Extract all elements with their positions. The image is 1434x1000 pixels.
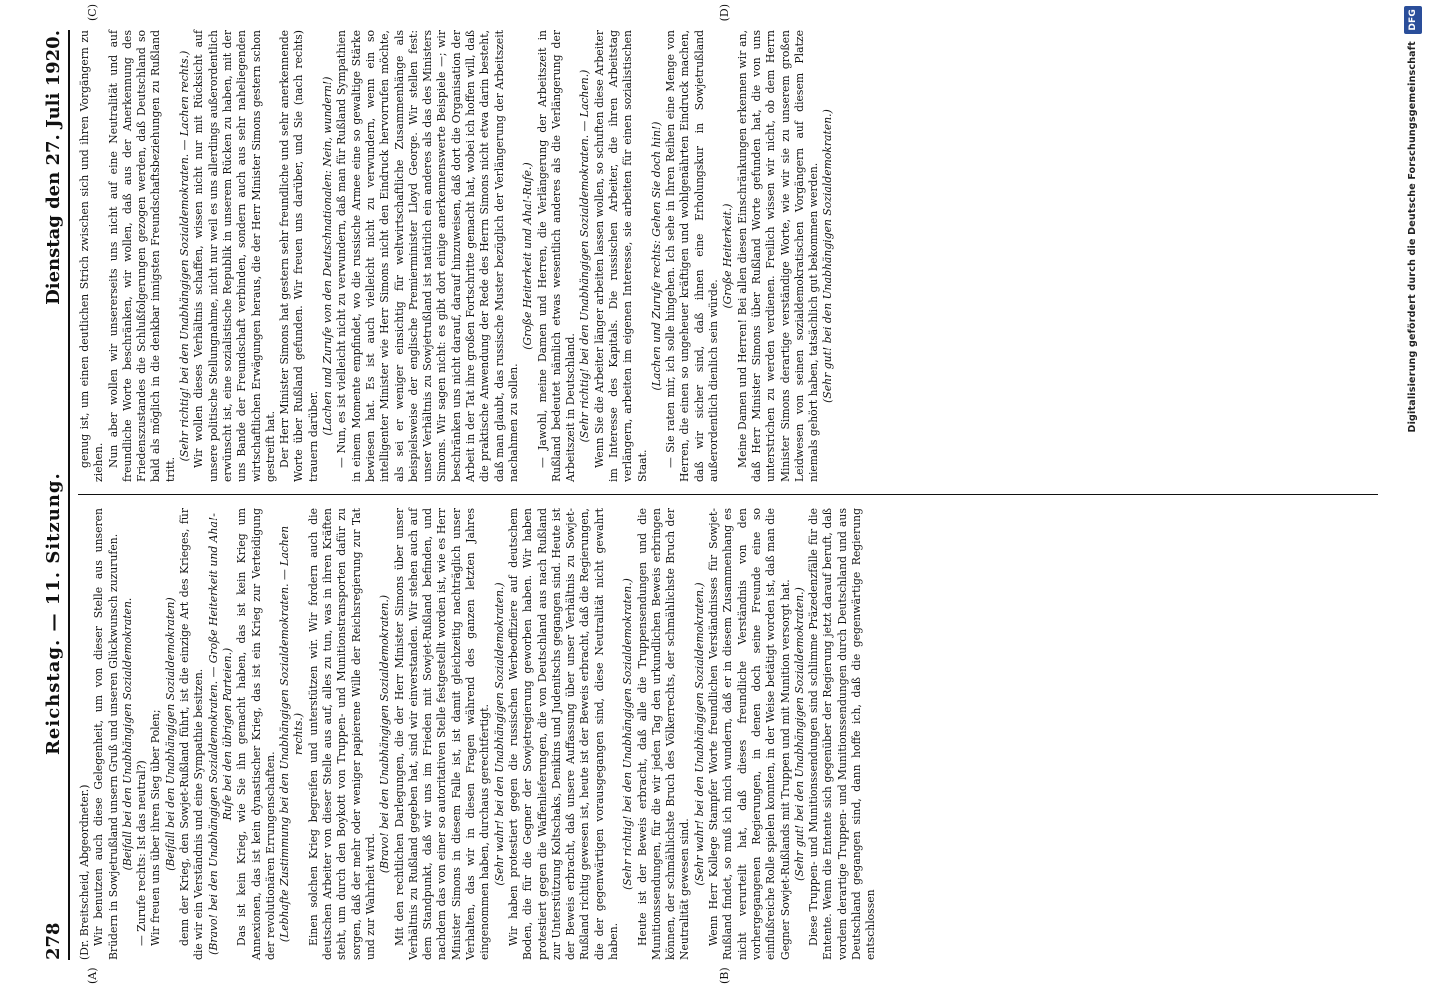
section-title: Reichstag. — 11. Sitzung. [43, 472, 64, 756]
paragraph: — Zurufe rechts: Ist das neutral?) [135, 760, 149, 946]
paragraph: Wir wollen dieses Verhältnis schaffen, wissen nicht nur mit Rücksicht auf unsere politische Stellungnahme, nicht nur weil es uns allerdings außerordentlich erwünscht ist, eine sozialistische Republik in unserem Rücken zu haben, mit der uns Bande der Freundschaft verbinden, sondern auch aus sehr naheliegenden wirtschaftlichen Erwägungen heraus, die der Herr Minister Simons gestern schon gestreift hat. [192, 30, 277, 482]
paragraph: Der Herr Minister Simons hat gestern sehr freundliche und sehr anerkennende Worte über Rußland gefunden. Wir freuen uns darüber, und Sie (nach rechts) trauern darüber. [278, 30, 320, 482]
paragraph: Heute ist der Beweis erbracht, daß alle die Truppensendungen und die Munitionssendungen, für die wir jeden Tag den urkundlichen Beweis erbringen können, der schmählichste Bruch des Völkerrechts, der schmählichste Bruch der Neutralität gewesen sind. [635, 508, 692, 960]
right-paragraphs [78, 30, 836, 482]
column-divider [78, 494, 1378, 495]
paragraph: (Sehr richtig! bei den Unabhängigen Sozialdemokraten. — Lachen rechts.) [178, 50, 192, 462]
paragraph: (Lachen und Zurufe von den Deutschnationalen: Nein, wundern!) [321, 76, 335, 436]
paragraph: (Sehr gut! bei den Unabhängigen Sozialdemokraten.) [821, 109, 835, 403]
margin-marker-d: (D) [718, 4, 731, 22]
paragraph: — Nun, es ist vielleicht nicht zu verwundern, daß man für Rußland Sympathien in einem Momente empfindet, wo die russische Armee eine so gewaltige Stärke bewiesen hat. Es ist auch vielleicht nicht zu verwundern, wenn ein so intelligenter Minister wie Herr Simons nicht den Eindruck hervorrufen möchte, als sei er weniger einsichtig für weltwirtschaftliche Zusammenhänge als beispielsweise der englische Premierminister Lloyd George. Wir stellen fest: unser Verhältnis zu Sowjetrußland ist natürlich ein anderes als das des Ministers Simons. Wir sagen nicht: es gibt dort einige anerkennenswerte Beispiele —; wir beschränken uns nicht darauf, darauf hinzuweisen, daß dort die Organisation der Arbeit in der Tat ihre großen Fortschritte gemacht hat, wobei ich hoffen will, daß die praktische Anwendung der Rede des Herrn Simons nicht etwa darin besteht, daß man glaubt, das russische Muster bezüglich der Verlängerung der Arbeitszeit nachahmen zu sollen. [335, 30, 520, 482]
paragraph: Das ist kein Krieg, wie Sie ihn gemacht haben, das ist kein Krieg um Annexionen, das ist kein dynastischer Krieg, das ist ein Krieg zur Verteidigung der revolutionären Errungenschaften. [235, 508, 277, 960]
paragraph: denn der Krieg, den Sowjet-Rußland führt, ist die einzige Art des Krieges, für die wir ein Verständnis und eine Sympathie besitzen. [178, 508, 206, 960]
paragraph: (Sehr wahr! bei den Unabhängigen Sozialdemokraten.) [492, 582, 506, 886]
paragraph: Meine Damen und Herren! Bei allen diesen Einschränkungen erkennen wir an, daß Herr Minister Simons über Rußland Worte gefunden hat, die von uns unterstrichen zu werden verdienen. Freilich wissen wir nicht, ob dem Herrn Minister Simons derartige verständige Worte, wie wir sie zu unserem großen Leidwesen von seinen sozialdemokratischen Vorgängern auf diesem Platze niemals gehört haben, tatsächlich gut bekommen werden. [735, 30, 821, 482]
paragraph: (Beifall bei den Unabhängigen Sozialdemokraten. [120, 597, 134, 871]
paragraph: (Bravo! bei den Unabhängigen Sozialdemokraten. — Große Heiterkeit und Aha!-Rufe bei den übrigen Parteien.) [206, 513, 234, 955]
text-columns [70, 4, 1378, 984]
paragraph: (Lachen und Zurufe rechts: Gehen Sie doch hin!) [649, 121, 663, 391]
margin-marker-c: (C) [86, 4, 99, 21]
paragraph: — Sie raten mir, ich solle hingehen. Ich sehe in Ihren Reihen eine Menge von Herren, die einen so ungeheuer kräftigen und wohlgenährten Eindruck machen, daß wir sicher sind, daß ihnen eine Erholungskur in Sowjetrußland außerordentlich dienlich sein würde. [664, 30, 721, 482]
paragraph: Einen solchen Krieg begreifen und unterstützen wir. Wir fordern auch die deutschen Arbeiter von dieser Stelle aus auf, alles zu tun, was in ihren Kräften steht, um durch den Boykott von Truppen- und Munitionstransporten dafür zu sorgen, daß der mehr oder weniger papierene Wille der Reichsregierung zur Tat und zur Wahrheit wird. [306, 508, 377, 960]
session-date: Dienstag den 27. Juli 1920. [43, 30, 64, 305]
paragraph: (Sehr richtig! bei den Unabhängigen Sozialdemokraten.) [621, 578, 635, 890]
paragraph: Nun aber wollen wir unsererseits uns nicht auf eine Neutralität und auf freundliche Worte beschränken, wir wollen, daß aus der Anerkennung des Friedenszustandes die Schlußfolgerungen gezogen werden, daß Deutschland so bald als möglich in die denkbar innigsten Freundschaftsbeziehungen zu Rußland tritt. [106, 30, 177, 482]
paragraph: Wir freuen uns über ihren Sieg über Polen; [149, 709, 163, 946]
margin-marker-a: (A) [86, 967, 99, 984]
paragraph: Diese Truppen- und Munitionssendungen sind schlimme Präzedenzfälle für die Entente. Wenn die Entente sich gegenüber der Regierung jetzt darauf beruft, daß vordem derartige Truppen- und Munitionssendungen durch Deutschland und aus Deutschland gegangen sind, dann hoffe ich, daß die gegenwärtige Regierung entschlossen [807, 508, 878, 960]
paragraph: Wir haben protestiert gegen die russischen Werbeoffiziere auf deutschem Boden, die für die Gegner der Sowjetregierung geworben haben. Wir haben protestiert gegen die Waffenlieferungen, die von Deutschland aus nach Rußland zur Unterstützung Koltschaks, Denikins und Judenitschs gegangen sind. Heute ist der Beweis erbracht, daß unsere Auffassung über unser Verhältnis zu Sowjet-Rußland richtig gewesen ist, heute ist der Beweis erbracht, daß die Regierungen, die der gegenwärtigen vorausgegangen sind, diese Neutralität nicht gewahrt haben. [506, 508, 620, 960]
margin-marker-b: (B) [718, 967, 731, 984]
paragraph: (Beifall bei den Unabhängigen Sozialdemokraten) [163, 597, 177, 871]
digitization-credit [1404, 0, 1428, 1000]
paragraph: — Jawohl, meine Damen und Herren, die Verlängerung der Arbeitszeit in Rußland bedeutet nämlich etwas wesentlich anderes als die Verlängerung der Arbeitszeit in Deutschland. [535, 30, 578, 482]
paragraph: (Sehr gut! bei den Unabhängigen Sozialdemokraten.) [792, 587, 806, 881]
paragraph: (Große Heiterkeit.) [721, 203, 735, 309]
running-head [20, 30, 70, 960]
paragraph: Wenn Herr Kollege Stampfer Worte freundlichen Verständnisses für Sowjet-Rußland findet, so muß ich mich wundern, daß er in diesem Zusammenhang es nicht verurteilt hat, daß dieses freundliche Verständnis von den vorhergegangenen Regierungen, in denen doch seine Freunde eine so einflußreiche Rolle spielen konnten, in der Weise betätigt worden ist, daß man die Gegner Sowjet-Rußlands mit Truppen und mit Munition versorgt hat. [707, 508, 792, 960]
left-column [78, 508, 1378, 984]
paragraph: (Sehr richtig! bei den Unabhängigen Sozialdemokraten. — Lachen.) [578, 69, 592, 443]
paragraph: (Bravo! bei den Unabhängigen Sozialdemokraten.) [378, 594, 392, 874]
document-page [20, 0, 1390, 1000]
paragraph: Wir benutzen auch diese Gelegenheit, um von dieser Stelle aus unseren Brüdern in Sowjetrußland unsern Gruß und unseren Glückwunsch zuzurufen. [92, 508, 120, 960]
paragraph: Mit den rechtlichen Darlegungen, die der Herr Minister Simons über unser Verhältnis zu Rußland gegeben hat, sind wir einverstanden. Wir stehen auch auf dem Standpunkt, daß wir uns im Frieden mit Sowjet-Rußland befinden, und nachdem das von einer so autoritativen Stelle festgestellt worden ist, wie es Herr Minister Simons in diesem Falle ist, ist damit gleichzeitig nachträglich unser Verhalten, das wir in diesen Fragen während des ganzen letzten Jahres eingenommen haben, durchaus gerechtfertigt. [392, 508, 492, 960]
paragraph: Wenn Sie die Arbeiter länger arbeiten lassen wollen, so schuften diese Arbeiter im Interesse des Kapitals. Die russischen Arbeiter, die ihren Arbeitstag verlängern, arbeiten im eigenen Interesse, sie arbeiten für einen sozialistischen Staat. [592, 30, 649, 482]
left-paragraphs [92, 508, 878, 960]
paragraph: genug ist, um einen deutlichen Strich zwischen sich und ihren Vorgängern zu ziehen. [78, 30, 106, 482]
right-column [78, 4, 1378, 482]
speaker-line: (Dr. Breitscheid, Abgeordneter.) [78, 784, 91, 960]
dfg-logo: DFG [1404, 6, 1422, 34]
paragraph: (Sehr wahr! bei den Unabhängigen Sozialdemokraten.) [692, 582, 706, 886]
paragraph: (Lebhafte Zustimmung bei den Unabhängigen Sozialdemokraten. — Lachen rechts.) [278, 525, 306, 943]
page-number: 278 [43, 922, 64, 960]
paragraph: (Große Heiterkeit und Aha!-Rufe.) [521, 162, 535, 350]
credit-text: Digitalisierung gefördert durch die Deutsche Forschungsgemeinschaft [1407, 41, 1418, 433]
